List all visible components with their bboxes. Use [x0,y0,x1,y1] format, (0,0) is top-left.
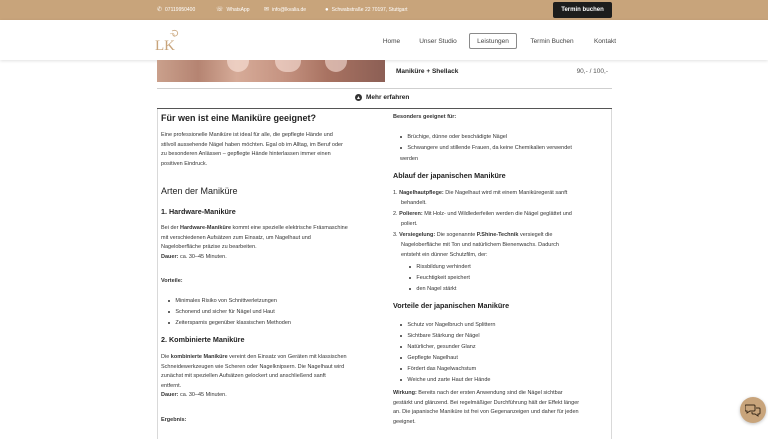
bold-term: Hardware-Maniküre [179,225,232,231]
list-item: Rissbildung verhindert [409,264,471,270]
chat-button[interactable] [740,397,766,423]
nav-unser-studio[interactable]: Unser Studio [419,37,457,45]
duration-value: ca. 30–45 Minuten. [178,253,227,260]
nav-termin-buchen[interactable]: Termin Buchen [530,37,574,45]
text-line: stilvoll aussehende Nägel haben möchten. Egal ob im Alltag, im Beruf oder [161,141,343,148]
details-panel [157,109,612,439]
list-item: Fördert das Nagelwachstum [400,366,476,372]
list-item: Zeitersparnis gegenüber klassischen Methoden [168,320,291,326]
nail-highlight [227,60,249,72]
kombiniert-paragraph [161,353,347,401]
duration-value: ca. 30–45 Minuten. [178,392,227,399]
step-continuation: poliert. [401,221,418,227]
book-appointment-button[interactable]: Termin buchen [553,2,612,18]
list-item: Sichtbare Stärkung der Nägel [400,333,480,339]
step-item [393,189,567,199]
list-item: Schonend und sicher für Nägel und Haut [168,309,275,315]
nav-kontakt[interactable]: Kontakt [593,37,617,45]
step-title: Versiegelung: [399,232,436,238]
text-line [393,389,579,399]
list-item: Feuchtigkeit speichert [409,275,470,281]
service-price: 90,- / 100,- [576,68,608,75]
step-item [393,210,572,220]
email-link[interactable] [264,0,306,20]
duration-label: Dauer: [161,253,179,260]
text-line: an. Die japanische Maniküre ist frei von Gegenanzeigen und daher für jeden [393,409,579,416]
duration-line [161,253,348,263]
heading-hardware: 1. Hardware-Maniküre [161,207,236,216]
text-line: Eine professionelle Maniküre ist ideal für alle, die gepflegte Hände und [161,132,333,138]
text-line: geeignet. [393,418,416,425]
list-item: Schutz vor Nagelbruch und Splittern [400,322,495,328]
list-item: Schwangere und stillende Frauen, da keine Chemikalien verwendet [400,145,572,151]
step-continuation: behandelt. [401,200,427,206]
text-line [161,353,347,363]
step-text: Mit Holz- und Wildlederfeilen werden die Nägel geglättet und [422,211,572,217]
step-continuation: Nageloberfläche mit Ton und natürlichem Bienenwachs. Dadurch [401,242,559,248]
text-line [161,224,348,234]
manicure-photo [157,60,385,82]
step-item [393,231,552,241]
duration-label: Dauer: [161,392,179,399]
bold-term: kombinierte Maniküre [170,354,228,360]
list-item: Brüchige, dünne oder beschädigte Nägel [400,134,507,140]
location-pin-icon: ● [325,7,329,13]
heading-vorteile-jap: Vorteile der japanischen Maniküre [393,301,510,310]
phone-icon: ✆ [157,7,163,13]
heading-kombiniert: 2. Kombinierte Maniküre [161,335,245,344]
list-item: Weiche und zarte Haut der Hände [400,377,490,383]
whatsapp-link[interactable] [216,0,250,20]
whatsapp-icon: ☏ [216,7,224,13]
text-line: zunächst mit speziellen Aufsätzen gelockert und anschließend sanft [161,373,326,380]
wirkung-label: Wirkung: [393,390,417,396]
heading-arten: Arten der Maniküre [161,186,238,196]
text-run: Bei der [161,225,180,231]
price-row [396,68,608,75]
text-run: vereint den Einsatz von Geräten mit klassischen [227,354,347,360]
main-navigation [0,20,768,60]
step-text: Die sogenannte [435,232,477,238]
phone-link[interactable] [157,0,195,20]
nav-leistungen[interactable]: Leistungen [469,33,517,49]
step-title: Polieren: [399,211,423,217]
text-line: mit verschiedenen Aufsätzen zum Einsatz, um Nagelhaut und [161,234,311,241]
nail-highlight [325,60,347,72]
step-title: Nagelhautpflege: [399,190,444,196]
chat-bubbles-icon [745,403,761,417]
more-info-label: Mehr erfahren [366,94,410,101]
address-link[interactable] [325,0,408,20]
phone-number: 07119950400 [165,7,196,13]
ergebnis-label: Ergebnis: [161,417,187,423]
step-number: 1. [393,190,398,196]
step-continuation: entsteht ein dünner Schutzfilm, der: [401,252,488,258]
text-run: kommt eine spezielle elektrische Fräsmaschine [231,225,348,231]
section-title: Für wen ist eine Maniküre geeignet? [161,113,317,123]
step-number: 3. [393,232,398,238]
divider [157,88,612,89]
list-item: Natürlicher, gesunder Glanz [400,344,476,350]
nail-highlight [275,60,301,72]
hardware-paragraph [161,224,348,262]
text-line: gestärkt und glänzend. Bei regelmäßiger Durchführung hält der Effekt länger [393,399,580,406]
email-address: info@lkvalia.de [272,7,307,13]
logo-text: LK [155,38,175,54]
top-info-bar [0,0,768,20]
more-info-toggle[interactable] [355,94,409,101]
text-run: Bereits nach der ersten Anwendung sind die Nägel sichtbar [416,390,563,396]
heading-ablauf: Ablauf der japanischen Maniküre [393,171,506,180]
list-item-continuation: werden [400,156,419,162]
intro-paragraph [161,131,343,169]
chevron-up-icon: ▲ [356,94,361,101]
list-item: Minimales Risiko von Schnittverletzungen [168,298,277,304]
wirkung-paragraph [393,389,579,427]
text-line: zu besonderen Anlässen – gepflegte Hände hinterlassen immer einen [161,151,331,158]
duration-line [161,391,347,401]
nav-home[interactable]: Home [382,37,401,45]
list-item: den Nagel stärkt [409,286,456,292]
service-name: Maniküre + Shellack [396,68,459,75]
text-line: entfernt. [161,382,182,389]
address-text: Schwabstraße 22 70197, Stuttgart [331,7,408,13]
step-number: 2. [393,211,398,217]
text-line: Schneidewerkzeugen wie Scheren oder Nagelknipsern. Die Nagelhaut wird [161,363,345,370]
mail-icon: ✉ [264,7,270,13]
list-item: Gepflegte Nagelhaut [400,355,458,361]
step-text: Die Nagelhaut wird mit einem Maniküregerät sanft [443,190,568,196]
text-run: Die [161,354,171,360]
technique-name: P.Shine-Technik [476,232,519,238]
vorteile-label: Vorteile: [161,278,183,284]
text-line: Nageloberfläche präzise zu bearbeiten. [161,244,257,251]
step-text: versiegelt die [518,232,553,238]
brand-logo[interactable] [152,28,182,54]
whatsapp-label: WhatsApp [226,7,250,13]
text-line: positiven Eindruck. [161,160,208,167]
suited-label: Besonders geeignet für: [393,114,457,120]
